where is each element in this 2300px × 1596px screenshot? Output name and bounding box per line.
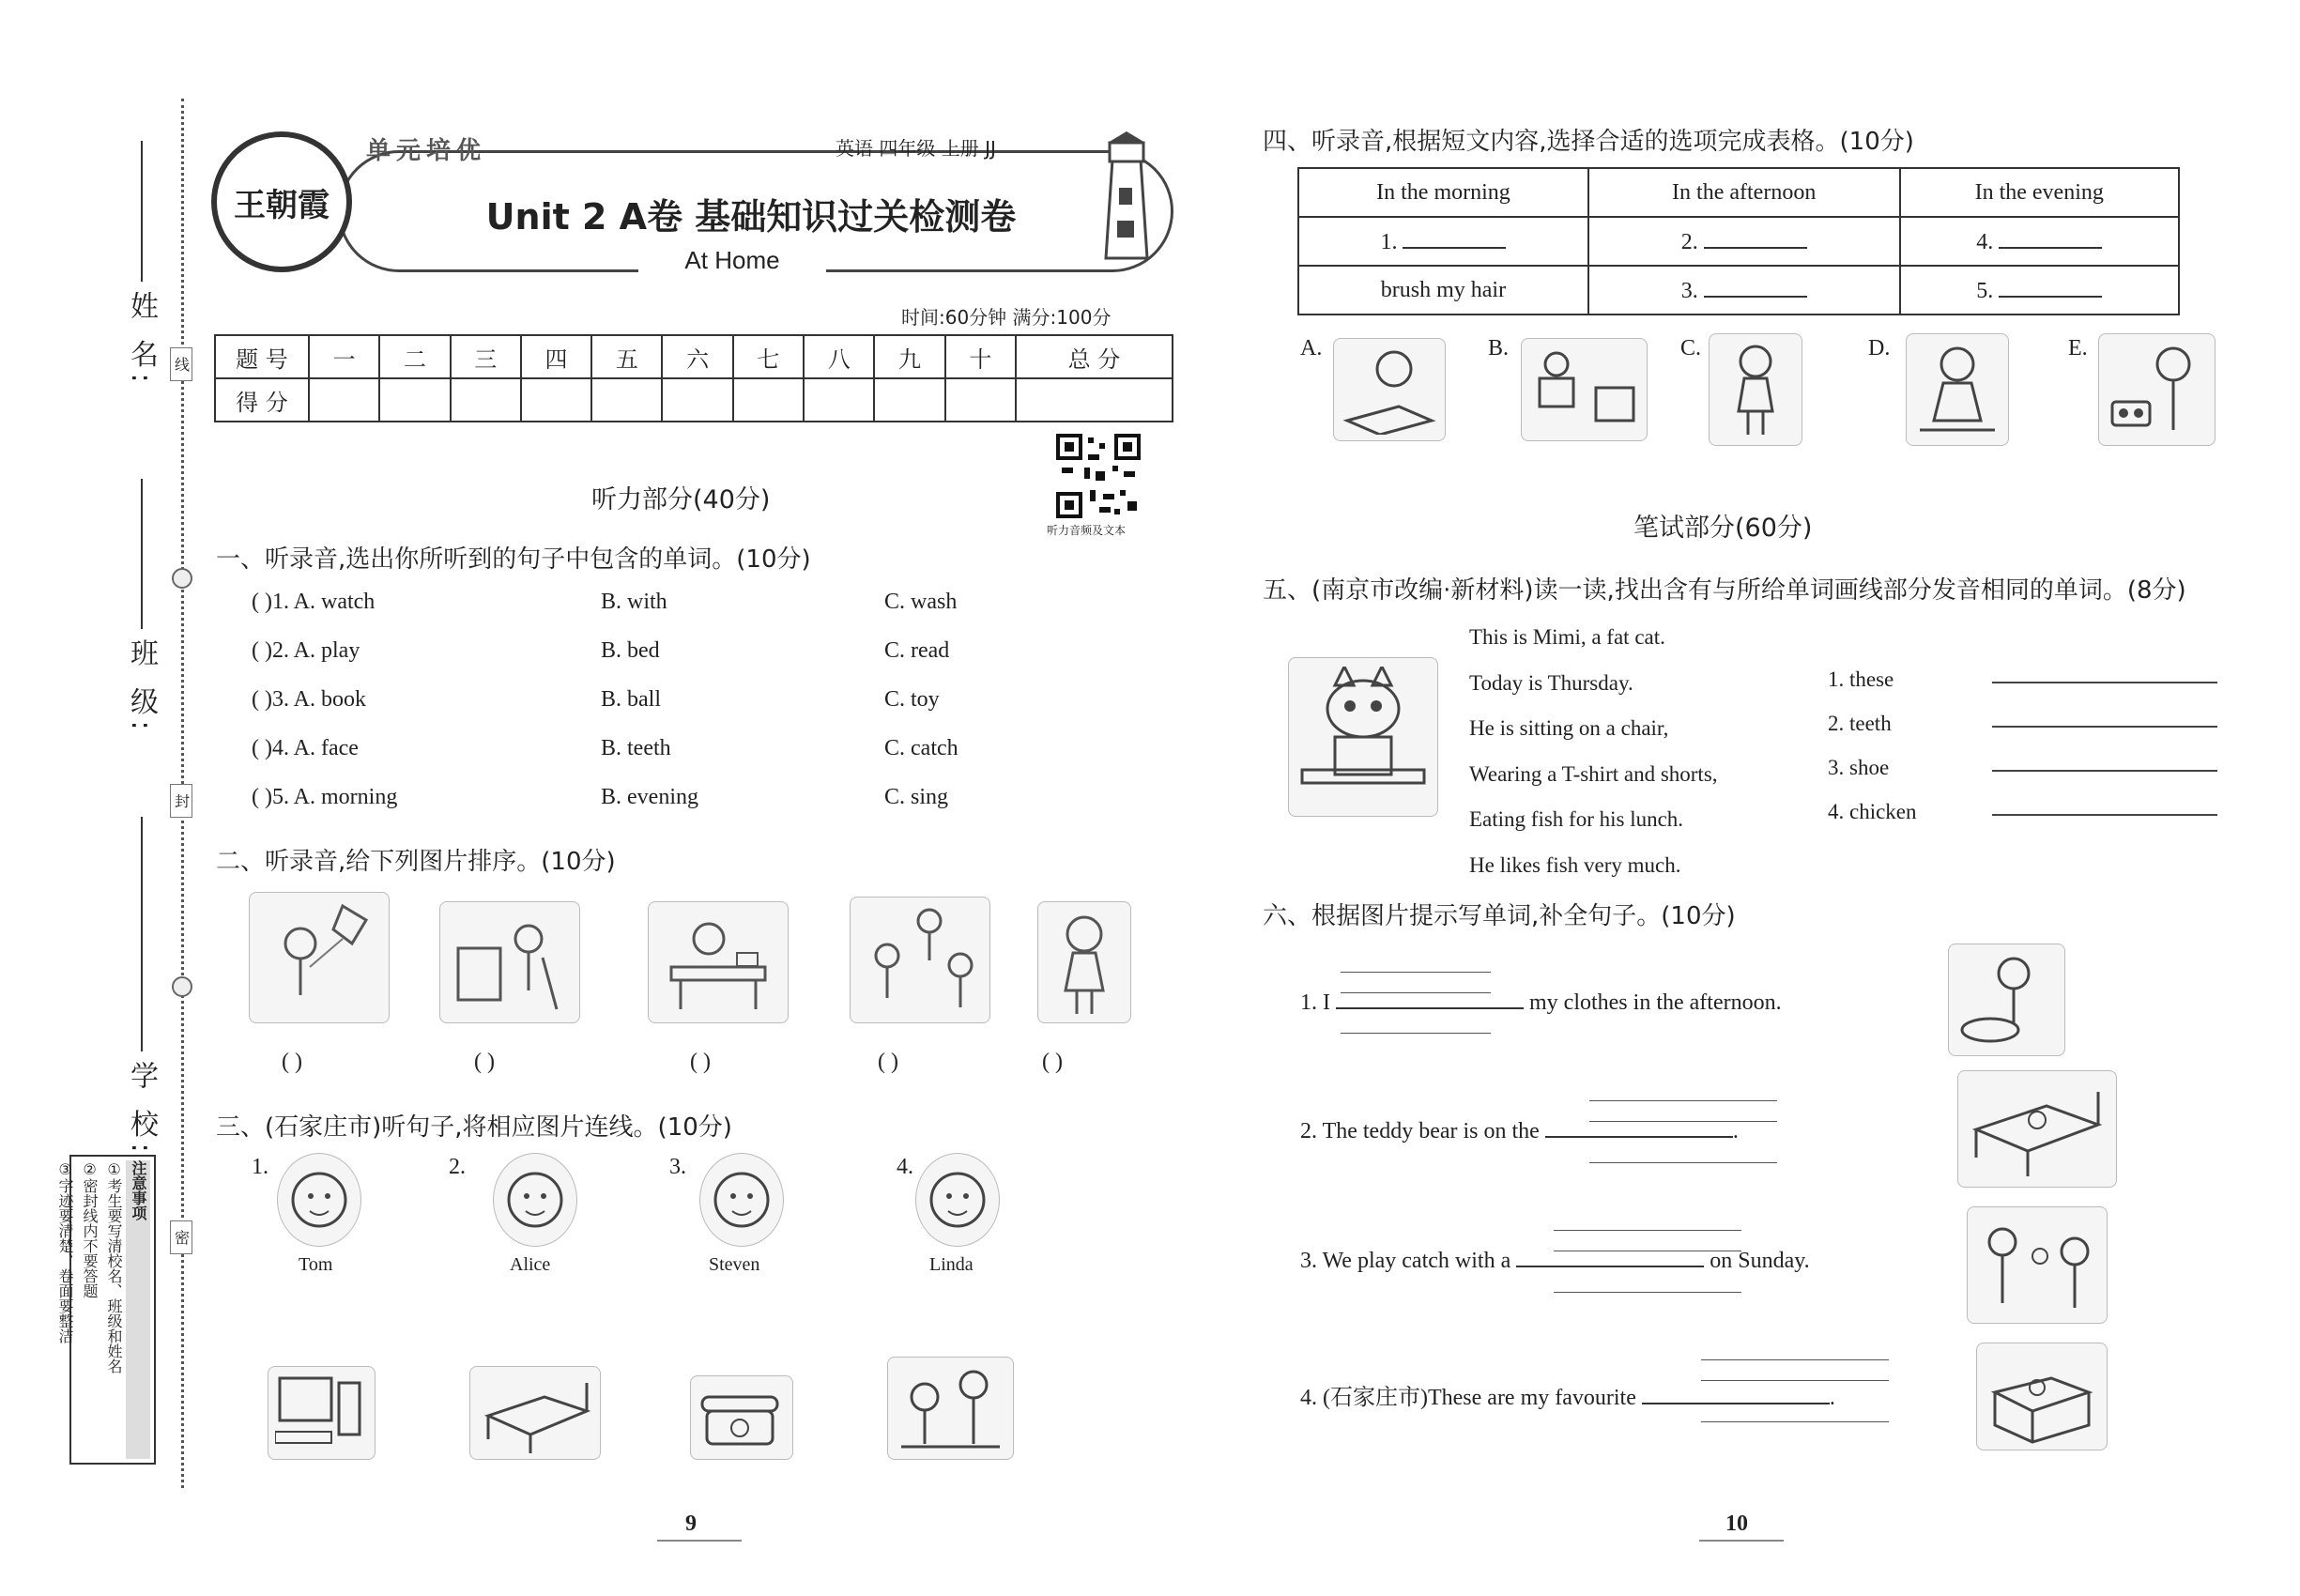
q1-option-a[interactable]: ( )3. A. book bbox=[252, 687, 366, 712]
girl-face-icon bbox=[925, 1162, 990, 1237]
q4-option-label: B. bbox=[1488, 336, 1510, 361]
toy-box-picture bbox=[1976, 1343, 2108, 1450]
girl-writing-icon bbox=[1342, 345, 1436, 435]
score-input[interactable] bbox=[733, 378, 804, 422]
q1-row[interactable] bbox=[252, 785, 1096, 834]
four-line-guide bbox=[1341, 992, 1491, 993]
girl-standing-icon bbox=[1047, 906, 1122, 1019]
four-line-guide bbox=[1701, 1421, 1889, 1422]
q4-table bbox=[1297, 167, 2180, 315]
four-line-guide bbox=[1701, 1380, 1889, 1381]
score-table-score-row bbox=[215, 378, 1173, 422]
name-label: 姓 名: bbox=[125, 291, 158, 389]
q5-answer-line[interactable] bbox=[1992, 726, 2217, 728]
q6-sentence-end: my clothes in the afternoon. bbox=[1529, 990, 1782, 1015]
q6-answer-blank[interactable] bbox=[1642, 1403, 1830, 1404]
q4-title: 四、听录音,根据短文内容,选择合适的选项完成表格。(10分) bbox=[1263, 128, 1914, 156]
q5-title: 五、(南京市改编·新材料)读一读,找出含有与所给单词画线部分发音相同的单词。(8分) bbox=[1263, 576, 2186, 605]
boy-face-icon bbox=[286, 1162, 352, 1237]
writing-section-title: 笔试部分(60分) bbox=[1633, 514, 1813, 543]
q4-answer-cell[interactable] bbox=[1298, 217, 1588, 266]
q4-blank-label: 5. bbox=[1976, 278, 1994, 303]
bed-picture[interactable] bbox=[469, 1366, 601, 1460]
poem-line: Today is Thursday. bbox=[1469, 670, 1633, 695]
score-input[interactable] bbox=[874, 378, 944, 422]
q4-option-label: C. bbox=[1680, 336, 1702, 361]
q1-option-b[interactable]: B. with bbox=[601, 590, 667, 614]
school-label: 学 校: bbox=[125, 1061, 158, 1159]
score-cell: 五 bbox=[591, 335, 662, 378]
q3-number: 2. bbox=[449, 1155, 466, 1179]
q1-row[interactable] bbox=[252, 638, 1096, 687]
q1-row[interactable] bbox=[252, 590, 1096, 638]
q5-word-list bbox=[1828, 657, 1917, 834]
telephone-icon bbox=[698, 1383, 787, 1453]
girl-mopping-icon bbox=[453, 911, 566, 1014]
q4-header-cell: In the evening bbox=[1900, 168, 2180, 217]
q4-answer-blank[interactable] bbox=[1704, 277, 1807, 298]
q4-answer-blank[interactable] bbox=[1999, 277, 2102, 298]
q1-option-c[interactable]: C. wash bbox=[884, 590, 958, 614]
telephone-picture[interactable] bbox=[690, 1375, 793, 1460]
qr-caption: 听力音频及文本 bbox=[1047, 524, 1127, 537]
score-input[interactable] bbox=[521, 378, 591, 422]
kids-playing-catch-icon bbox=[859, 904, 981, 1017]
bed-with-teddy-icon bbox=[1967, 1078, 2108, 1181]
bind-mark-line: 线 bbox=[170, 347, 192, 381]
score-table bbox=[214, 334, 1173, 422]
q6-answer-blank[interactable] bbox=[1545, 1136, 1733, 1138]
score-cell: 题 号 bbox=[215, 335, 309, 378]
q2-answer-bracket[interactable]: ( ) bbox=[474, 1050, 495, 1074]
q6-sentence bbox=[1300, 990, 1782, 1016]
score-input[interactable] bbox=[945, 378, 1016, 422]
name-field-line[interactable] bbox=[141, 141, 143, 282]
four-line-guide bbox=[1701, 1359, 1889, 1360]
girl-watching-tv-icon bbox=[1530, 345, 1638, 435]
page-number-underline bbox=[657, 1540, 742, 1542]
brand-name: 王朝霞 bbox=[234, 186, 330, 224]
q6-sentence-start: 1. I bbox=[1300, 990, 1330, 1015]
q2-answer-bracket[interactable]: ( ) bbox=[1042, 1050, 1063, 1074]
q4-option-c-picture[interactable] bbox=[1709, 333, 1802, 446]
q1-option-a[interactable]: ( )5. A. morning bbox=[252, 785, 398, 809]
notes-box bbox=[56, 1155, 156, 1465]
score-input[interactable] bbox=[662, 378, 732, 422]
q1-option-b[interactable]: B. ball bbox=[601, 687, 661, 712]
score-cell: 一 bbox=[309, 335, 379, 378]
q4-row bbox=[1298, 266, 2179, 315]
lighthouse-icon bbox=[1089, 131, 1164, 263]
q3-number: 1. bbox=[252, 1155, 268, 1179]
page-subtitle: At Home bbox=[638, 246, 826, 275]
score-cell: 九 bbox=[874, 335, 944, 378]
q5-answer-line[interactable] bbox=[1992, 682, 2217, 683]
steven-portrait[interactable] bbox=[699, 1153, 784, 1247]
q4-header-cell: In the afternoon bbox=[1588, 168, 1900, 217]
q6-sentence-start: 3. We play catch with a bbox=[1300, 1249, 1511, 1273]
four-line-guide bbox=[1341, 1033, 1491, 1034]
q6-answer-blank[interactable] bbox=[1516, 1266, 1704, 1267]
score-cell: 四 bbox=[521, 335, 591, 378]
q5-word: 4. chicken bbox=[1828, 800, 1917, 823]
boy-on-phone-icon bbox=[662, 911, 774, 1014]
family-picture[interactable] bbox=[887, 1357, 1014, 1460]
bind-mark-seal: 封 bbox=[170, 784, 192, 818]
q3-person-name: Tom bbox=[299, 1254, 333, 1275]
score-cell: 二 bbox=[379, 335, 450, 378]
bed-icon bbox=[479, 1373, 591, 1453]
girl-cleaning-picture bbox=[439, 901, 580, 1023]
q1-list bbox=[252, 590, 1096, 834]
score-input[interactable] bbox=[309, 378, 379, 422]
parent-and-child-icon bbox=[897, 1364, 1004, 1453]
tom-portrait[interactable] bbox=[277, 1153, 361, 1247]
q6-answer-blank[interactable] bbox=[1336, 1007, 1524, 1009]
q4-blank-label: 3. bbox=[1680, 278, 1698, 303]
q2-title: 二、听录音,给下列图片排序。(10分) bbox=[216, 848, 616, 876]
q6-sentence bbox=[1300, 1119, 1739, 1144]
q4-option-a-picture[interactable] bbox=[1333, 338, 1446, 441]
girl-eating-icon bbox=[1915, 341, 2000, 439]
q1-row[interactable] bbox=[252, 687, 1096, 736]
q1-option-c[interactable]: C. read bbox=[884, 638, 950, 663]
q5-answer-line[interactable] bbox=[1992, 814, 2217, 816]
q1-option-a[interactable]: ( )2. A. play bbox=[252, 638, 360, 663]
q6-sentence-end: . bbox=[1732, 1119, 1739, 1143]
binding-hole-icon bbox=[172, 568, 192, 589]
q1-option-b[interactable]: B. evening bbox=[601, 785, 698, 809]
note-item: ①考生要写清校名、班级和姓名 bbox=[105, 1160, 123, 1373]
girl-kite-picture bbox=[249, 892, 390, 1023]
q3-number: 3. bbox=[669, 1155, 686, 1179]
four-line-guide bbox=[1554, 1292, 1741, 1293]
computer-icon bbox=[275, 1373, 369, 1453]
q5-word: 1. these bbox=[1828, 668, 1894, 691]
q4-option-e-picture[interactable] bbox=[2098, 333, 2216, 446]
kids-throwing-ball-icon bbox=[1976, 1214, 2098, 1317]
q4-blank-label: 2. bbox=[1680, 229, 1698, 254]
poem-line: He is sitting on a chair, bbox=[1469, 716, 1669, 740]
q5-answer-line[interactable] bbox=[1992, 770, 2217, 772]
score-input[interactable] bbox=[451, 378, 521, 422]
score-input[interactable] bbox=[1016, 378, 1173, 422]
q5-poem bbox=[1469, 615, 1718, 888]
q1-option-b[interactable]: B. bed bbox=[601, 638, 660, 663]
q3-person-name: Linda bbox=[929, 1254, 974, 1275]
q6-sentence bbox=[1300, 1249, 1810, 1274]
score-input[interactable] bbox=[804, 378, 874, 422]
q6-sentence-start: 2. The teddy bear is on the bbox=[1300, 1119, 1540, 1143]
q4-option-label: A. bbox=[1300, 336, 1323, 361]
kids-playing-catch-picture bbox=[1967, 1206, 2108, 1324]
linda-portrait[interactable] bbox=[915, 1153, 1000, 1247]
time-info: 时间:60分钟 满分:100分 bbox=[901, 306, 1112, 329]
q2-answer-bracket[interactable]: ( ) bbox=[878, 1050, 898, 1074]
score-cell: 三 bbox=[451, 335, 521, 378]
class-field-line[interactable] bbox=[141, 479, 143, 629]
score-cell: 六 bbox=[662, 335, 732, 378]
q4-given-cell: brush my hair bbox=[1298, 266, 1588, 315]
four-line-guide bbox=[1589, 1121, 1777, 1122]
boy-phone-picture bbox=[648, 901, 789, 1023]
bind-mark-secret: 密 bbox=[170, 1220, 192, 1254]
q1-option-c[interactable]: C. toy bbox=[884, 687, 940, 712]
alice-portrait[interactable] bbox=[493, 1153, 577, 1247]
page-number-underline bbox=[1699, 1540, 1784, 1542]
girl-standing-picture bbox=[1037, 901, 1131, 1023]
notes-title: 注意事项 bbox=[126, 1160, 150, 1459]
score-cell: 七 bbox=[733, 335, 804, 378]
score-cell: 十 bbox=[945, 335, 1016, 378]
q1-title: 一、听录音,选出你所听到的句子中包含的单词。(10分) bbox=[216, 545, 811, 574]
q2-answer-bracket[interactable]: ( ) bbox=[690, 1050, 711, 1074]
q1-option-c[interactable]: C. catch bbox=[884, 736, 958, 760]
q5-word: 3. shoe bbox=[1828, 756, 1890, 779]
q4-answer-cell[interactable] bbox=[1900, 217, 2180, 266]
poem-line: This is Mimi, a fat cat. bbox=[1469, 625, 1665, 649]
boy-washing-clothes-picture bbox=[1948, 944, 2065, 1056]
girl-face-icon bbox=[502, 1162, 568, 1237]
q4-option-label: E. bbox=[2068, 336, 2088, 361]
q4-answer-blank[interactable] bbox=[1704, 228, 1807, 249]
q4-option-d-picture[interactable] bbox=[1906, 333, 2009, 446]
q4-answer-cell[interactable] bbox=[1900, 266, 2180, 315]
girl-flying-kite-icon bbox=[263, 901, 376, 1014]
q3-title: 三、(石家庄市)听句子,将相应图片连线。(10分) bbox=[216, 1113, 732, 1142]
q4-header-row bbox=[1298, 168, 2179, 217]
bed-teddy-picture bbox=[1957, 1070, 2117, 1188]
q4-row bbox=[1298, 217, 2179, 266]
page-number-left: 9 bbox=[685, 1512, 697, 1536]
q1-option-a[interactable]: ( )4. A. face bbox=[252, 736, 359, 760]
page-number-right: 10 bbox=[1725, 1512, 1748, 1536]
cat-icon bbox=[1297, 667, 1429, 807]
score-cell: 总 分 bbox=[1016, 335, 1173, 378]
score-input[interactable] bbox=[591, 378, 662, 422]
note-item: ③字迹要清楚、卷面要整洁 bbox=[56, 1160, 74, 1343]
q1-option-a[interactable]: ( )1. A. watch bbox=[252, 590, 376, 614]
boy-face-icon bbox=[709, 1162, 774, 1237]
q6-sentence-start: 4. (石家庄市)These are my favourite bbox=[1300, 1386, 1636, 1410]
boy-washing-icon bbox=[1957, 953, 2056, 1047]
class-label: 班 级: bbox=[125, 638, 158, 736]
q2-answer-bracket[interactable]: ( ) bbox=[282, 1050, 302, 1074]
school-field-line[interactable] bbox=[141, 817, 143, 1051]
q4-option-label: D. bbox=[1868, 336, 1891, 361]
q1-option-c[interactable]: C. sing bbox=[884, 785, 949, 809]
kids-playing-picture bbox=[850, 897, 990, 1023]
series-label: 单元培优 bbox=[366, 137, 487, 165]
page-title: Unit 2 A卷 基础知识过关检测卷 bbox=[485, 196, 1017, 238]
q4-blank-label: 4. bbox=[1976, 229, 1994, 254]
q6-sentence bbox=[1300, 1378, 1835, 1411]
q6-sentence-end: on Sunday. bbox=[1710, 1249, 1810, 1273]
score-cell: 得 分 bbox=[215, 378, 309, 422]
note-item: ②密封线内不要答题 bbox=[81, 1160, 99, 1298]
poem-line: Eating fish for his lunch. bbox=[1469, 807, 1684, 831]
score-cell: 八 bbox=[804, 335, 874, 378]
q6-sentence-end: . bbox=[1829, 1386, 1835, 1410]
q4-answer-cell[interactable] bbox=[1588, 266, 1900, 315]
score-input[interactable] bbox=[379, 378, 450, 422]
girl-brushing-hair-icon bbox=[1718, 341, 1793, 439]
poem-line: He likes fish very much. bbox=[1469, 852, 1681, 877]
q4-option-b-picture[interactable] bbox=[1521, 338, 1648, 441]
computer-picture[interactable] bbox=[268, 1366, 376, 1460]
q1-row[interactable] bbox=[252, 736, 1096, 785]
poem-line: Wearing a T-shirt and shorts, bbox=[1469, 761, 1718, 786]
q1-option-b[interactable]: B. teeth bbox=[601, 736, 671, 760]
q4-answer-blank[interactable] bbox=[1403, 228, 1506, 249]
four-line-guide bbox=[1589, 1162, 1777, 1163]
q5-word: 2. teeth bbox=[1828, 712, 1892, 735]
q4-blank-label: 1. bbox=[1380, 229, 1398, 254]
four-line-guide bbox=[1589, 1100, 1777, 1101]
listening-section-title: 听力部分(40分) bbox=[591, 485, 771, 514]
q3-person-name: Steven bbox=[709, 1254, 760, 1275]
four-line-guide bbox=[1554, 1230, 1741, 1231]
girl-listening-music-icon bbox=[2108, 341, 2206, 439]
four-line-guide bbox=[1341, 972, 1491, 973]
q4-answer-cell[interactable] bbox=[1588, 217, 1900, 266]
q3-person-name: Alice bbox=[510, 1254, 551, 1275]
q3-number: 4. bbox=[897, 1155, 913, 1179]
qr-code-icon[interactable] bbox=[1056, 434, 1141, 518]
brand-logo bbox=[211, 131, 352, 272]
toy-box-icon bbox=[1986, 1350, 2098, 1444]
grade-info: 英语 四年级 上册 JJ bbox=[836, 137, 996, 160]
binding-hole-icon bbox=[172, 976, 192, 997]
q6-title: 六、根据图片提示写单词,补全句子。(10分) bbox=[1263, 902, 1736, 930]
score-table-header-row bbox=[215, 335, 1173, 378]
q4-header-cell: In the morning bbox=[1298, 168, 1588, 217]
cat-mimi-picture bbox=[1288, 657, 1438, 817]
q4-answer-blank[interactable] bbox=[1999, 228, 2102, 249]
